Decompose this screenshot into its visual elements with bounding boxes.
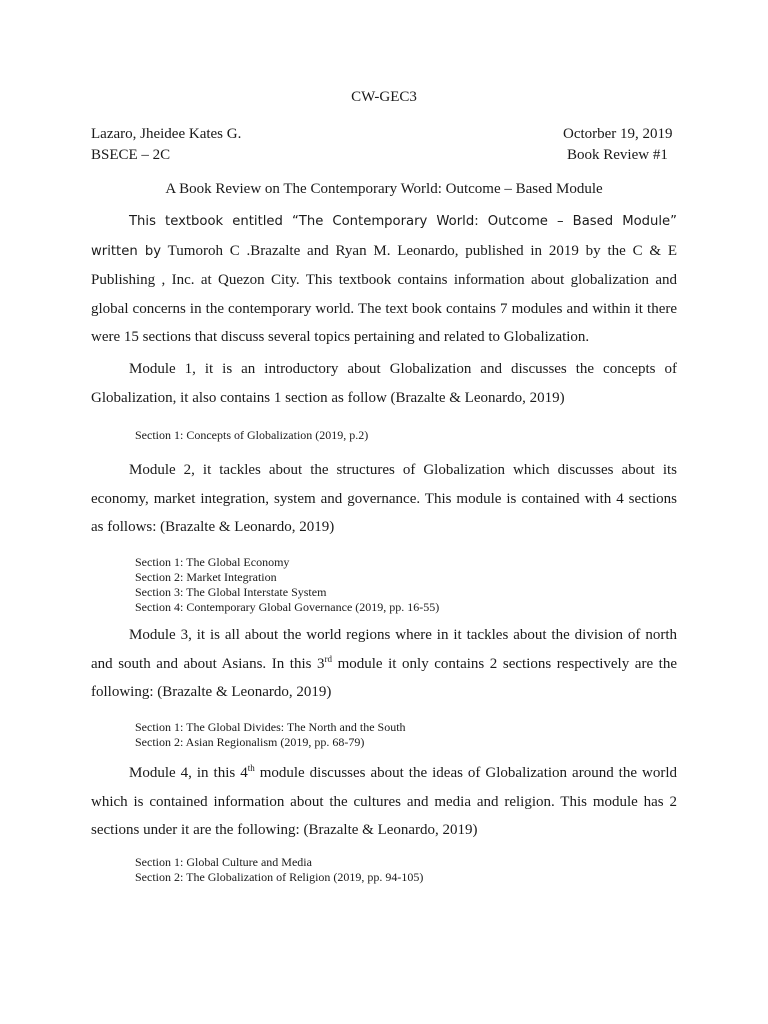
section-item: Section 2: Market Integration bbox=[135, 570, 277, 584]
module-4-text-a: Module 4, in this 4 bbox=[129, 765, 248, 781]
section-item: Section 3: The Global Interstate System bbox=[135, 585, 327, 599]
module-4-sections bbox=[135, 855, 423, 885]
module-2-paragraph: Module 2, it tackles about the structures of Globalization which discusses about its economy, market integration, system and governance. This module is contained with 4 sections as follows: (Brazalte & Leonardo, 2019) bbox=[91, 462, 677, 535]
module-1-paragraph: Module 1, it is an introductory about Globalization and discusses the concepts of Globalization, it also contains 1 section as follow (Brazalte & Leonardo, 2019) bbox=[91, 361, 677, 406]
header-row-2 bbox=[91, 147, 675, 164]
module-3-sections bbox=[135, 720, 406, 750]
section-item: Section 2: The Globalization of Religion (2019, pp. 94-105) bbox=[135, 870, 424, 884]
section-item: Section 2: Asian Regionalism (2019, pp. 68-79) bbox=[135, 735, 365, 749]
section-item: Section 4: Contemporary Global Governance (2019, pp. 16-55) bbox=[135, 600, 440, 614]
review-date: Octorber 19, 2019 bbox=[563, 126, 673, 142]
header-row-1 bbox=[91, 126, 675, 143]
document-title: A Book Review on The Contemporary World: Outcome – Based Module bbox=[165, 181, 603, 197]
program-section: BSECE – 2C bbox=[91, 147, 171, 163]
section-item: Section 1: The Global Economy bbox=[135, 555, 290, 569]
course-code: CW-GEC3 bbox=[351, 89, 417, 105]
section-item: Section 1: The Global Divides: The North and the South bbox=[135, 720, 406, 734]
ordinal-suffix: rd bbox=[324, 653, 333, 664]
intro-paragraph bbox=[91, 207, 677, 352]
module-3-paragraph bbox=[91, 621, 677, 707]
intro-first-line: This textbook entitled “The Contemporary World: Outcome – Based Module” written by bbox=[91, 214, 677, 259]
module-4-text-b: module discusses about the ideas of Globalization around the world which is contained information about the cultures and media and religion. This module has 2 sections under it are the following: (Brazalte & Leonardo, 2019) bbox=[91, 765, 677, 838]
section-item: Section 1: Concepts of Globalization (2019, p.2) bbox=[135, 428, 369, 442]
module-2-sections bbox=[135, 555, 439, 615]
module-4-paragraph bbox=[91, 759, 677, 845]
module-1-sections bbox=[135, 428, 368, 443]
review-number: Book Review #1 bbox=[567, 147, 668, 163]
intro-rest: Tumoroh C .Brazalte and Ryan M. Leonardo, published in 2019 by the C & E Publishing , Inc. at Quezon City. This textbook contains information about globalization and global concerns in the contemporary world. The text book contains 7 modules and within it there were 15 sections that discuss several topics pertaining and related to Globalization. bbox=[91, 242, 677, 345]
author-name: Lazaro, Jheidee Kates G. bbox=[91, 126, 242, 142]
module-3-text-a: Module 3, it is all about the world regions where in it tackles about the division of north and south and about Asians. In this 3 bbox=[91, 627, 677, 672]
section-item: Section 1: Global Culture and Media bbox=[135, 855, 312, 869]
module-3-text-b: module it only contains 2 sections respectively are the following: (Brazalte & Leonardo, 2019) bbox=[91, 655, 677, 700]
ordinal-suffix: th bbox=[247, 763, 255, 773]
